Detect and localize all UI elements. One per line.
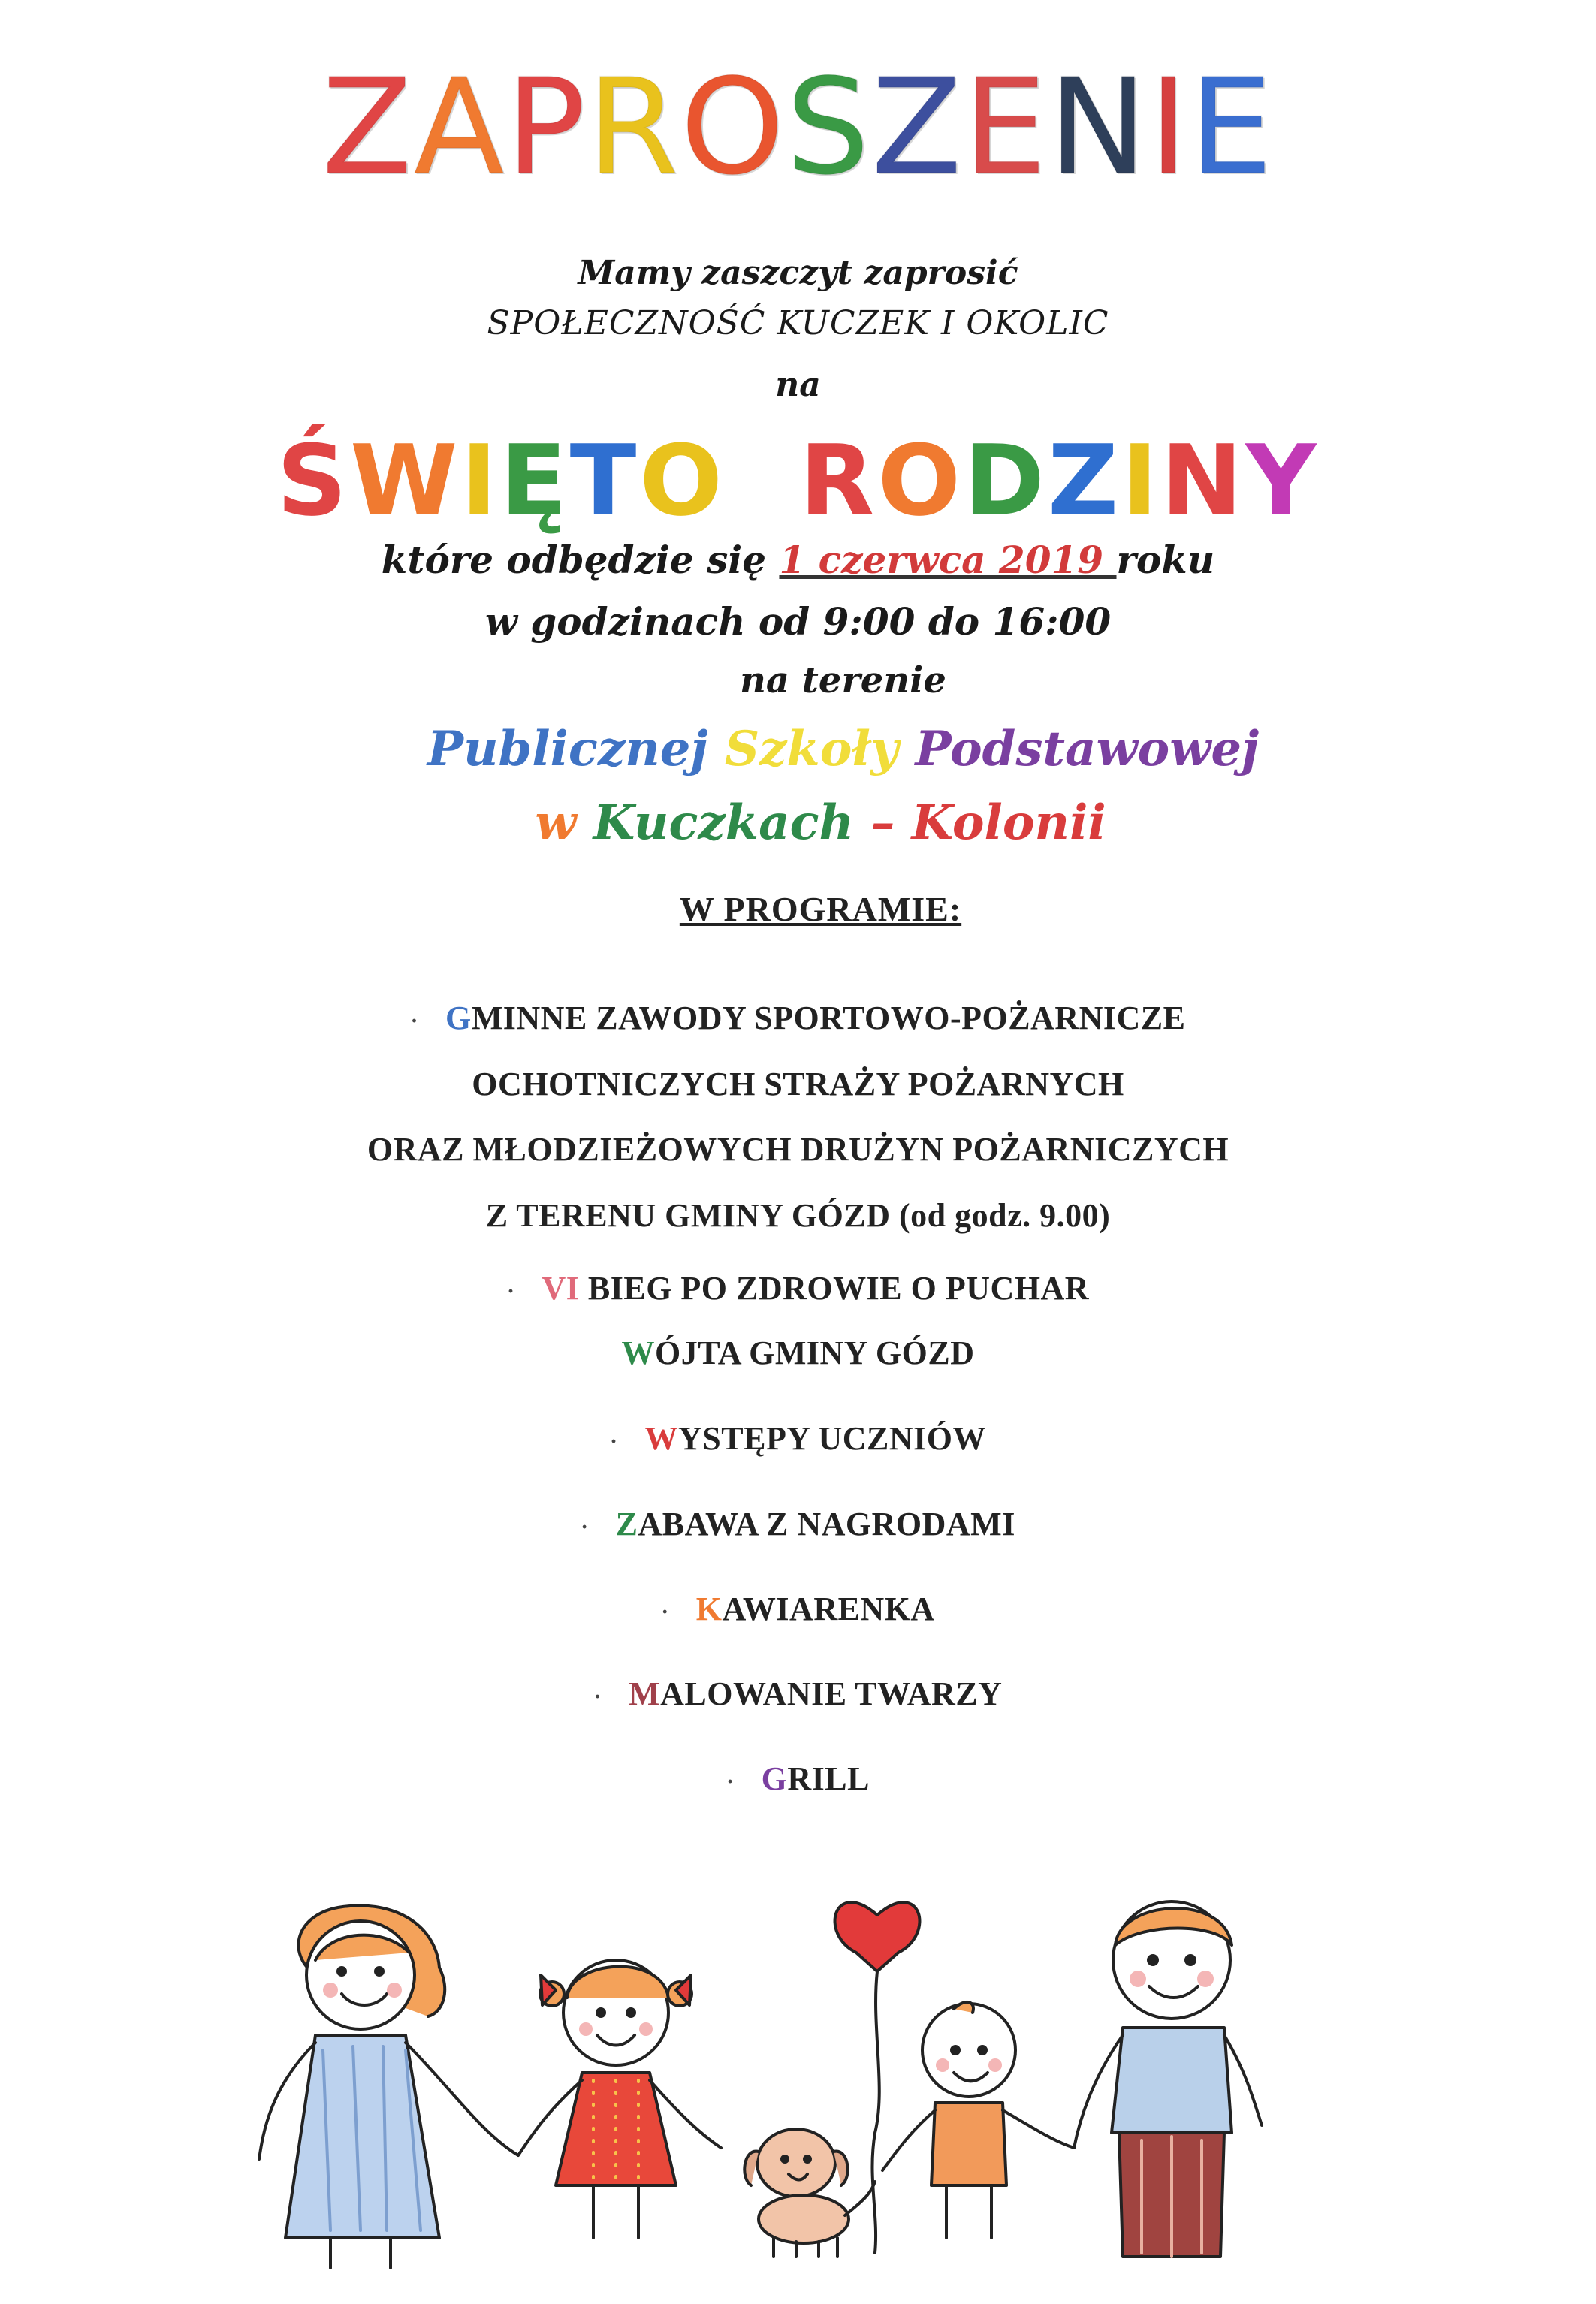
school-word: Podstawowej <box>915 721 1260 777</box>
bullet-icon: · <box>593 1684 602 1709</box>
title-letter: O <box>680 50 786 204</box>
program-item-4 <box>0 1505 1596 1543</box>
event-hours: w godzinach od 9:00 do 16:00 <box>484 599 1112 644</box>
school-word: Kuczkach <box>593 795 855 851</box>
school-word: w <box>535 795 593 851</box>
school-word: – <box>854 795 912 851</box>
item-text: AWIARENKA <box>722 1591 935 1627</box>
intro-line-2: SPOŁECZNOŚĆ KUCZEK I OKOLIC <box>487 304 1109 342</box>
mother-figure <box>259 1906 518 2268</box>
title-letter: S <box>786 50 872 204</box>
item-initial: K <box>695 1591 723 1627</box>
title-letter: R <box>587 50 680 204</box>
invitation-title <box>0 50 1596 204</box>
title-letter: A <box>413 50 506 204</box>
title-letter: I <box>1148 50 1190 204</box>
item-text: ABAWA Z NAGRODAMI <box>638 1506 1015 1543</box>
event-title-letter <box>726 428 800 533</box>
item-text: ÓJTA GMINY GÓZD <box>654 1334 975 1371</box>
item-text: RILL <box>787 1760 870 1797</box>
family-illustration <box>0 1862 1596 2283</box>
school-word: Kolonii <box>911 795 1106 851</box>
title-letter: Z <box>871 50 964 204</box>
title-letter: P <box>505 50 587 204</box>
item-initial: W <box>621 1334 655 1371</box>
event-title-letter: D <box>964 424 1048 538</box>
item-initial: Z <box>615 1506 638 1543</box>
father-figure <box>1074 1901 1262 2257</box>
event-title-letter: N <box>1160 424 1246 538</box>
event-title-letter: Ś <box>276 424 351 538</box>
title-letter: Z <box>321 50 414 204</box>
event-title-letter: R <box>799 424 878 538</box>
school-name-line-1 <box>45 721 1596 777</box>
program-item-2 <box>0 1269 1596 1307</box>
school-name-line-2 <box>23 795 1596 851</box>
item-initial: VI <box>542 1270 580 1307</box>
bullet-icon: · <box>581 1514 589 1540</box>
program-item-5 <box>0 1590 1596 1628</box>
event-title-letter: Ę <box>499 424 570 538</box>
program-item-1 <box>0 999 1596 1037</box>
dog-icon <box>744 2129 875 2257</box>
item-initial: M <box>629 1675 661 1712</box>
title-letter: N <box>1048 50 1149 204</box>
event-location-intro: na terenie <box>740 659 946 701</box>
event-title-letter: O <box>639 424 726 538</box>
program-item-2-line-2 <box>0 1334 1596 1372</box>
heart-balloon-icon <box>835 1902 920 1971</box>
item-initial: W <box>644 1420 679 1457</box>
item-text: YSTĘPY UCZNIÓW <box>678 1420 986 1457</box>
item-text: BIEG PO ZDROWIE O PUCHAR <box>579 1270 1090 1307</box>
event-date-line <box>0 538 1596 582</box>
girl-figure <box>518 1960 721 2238</box>
program-item-3 <box>0 1419 1596 1458</box>
title-letter: E <box>1189 50 1275 204</box>
program-item-6 <box>0 1675 1596 1713</box>
event-title-letter: Y <box>1245 424 1320 538</box>
event-title-letter: Z <box>1047 424 1122 538</box>
date-prefix: które odbędzie się <box>381 538 780 582</box>
bullet-icon: · <box>506 1278 515 1304</box>
school-word: Publicznej <box>427 721 725 777</box>
program-item-1-line-4: Z TERENU GMINY GÓZD (od godz. 9.00) <box>485 1197 1111 1234</box>
date-suffix: roku <box>1116 538 1215 582</box>
item-text: ALOWANIE TWARZY <box>660 1675 1003 1712</box>
intro-line-3: na <box>775 366 821 404</box>
title-letter: E <box>963 50 1048 204</box>
program-item-1-line-3: ORAZ MŁODZIEŻOWYCH DRUŻYN POŻARNICZYCH <box>367 1131 1229 1168</box>
baby-figure <box>882 2002 1074 2238</box>
item-initial: G <box>761 1760 788 1797</box>
bullet-icon: · <box>610 1428 618 1454</box>
event-title-letter: O <box>877 424 964 538</box>
event-title-letter: I <box>460 424 500 538</box>
bullet-icon: · <box>410 1008 418 1033</box>
school-word: Szkoły <box>724 721 916 777</box>
program-item-7 <box>0 1760 1596 1798</box>
event-title-letter: W <box>350 424 461 538</box>
item-text: MINNE ZAWODY SPORTOWO-POŻARNICZE <box>471 1000 1186 1036</box>
event-title-letter: T <box>569 424 640 538</box>
item-initial: G <box>445 1000 472 1036</box>
bullet-icon: · <box>726 1769 735 1794</box>
event-date: 1 czerwca 2019 <box>779 538 1117 582</box>
intro-line-1: Mamy zaszczyt zaprosić <box>578 254 1018 292</box>
balloon-string <box>872 1971 879 2253</box>
bullet-icon: · <box>661 1599 669 1624</box>
event-title-letter: I <box>1121 424 1161 538</box>
program-heading: W PROGRAMIE: <box>679 890 962 928</box>
program-item-1-line-2: OCHOTNICZYCH STRAŻY POŻARNYCH <box>472 1066 1124 1102</box>
event-title <box>0 424 1596 538</box>
